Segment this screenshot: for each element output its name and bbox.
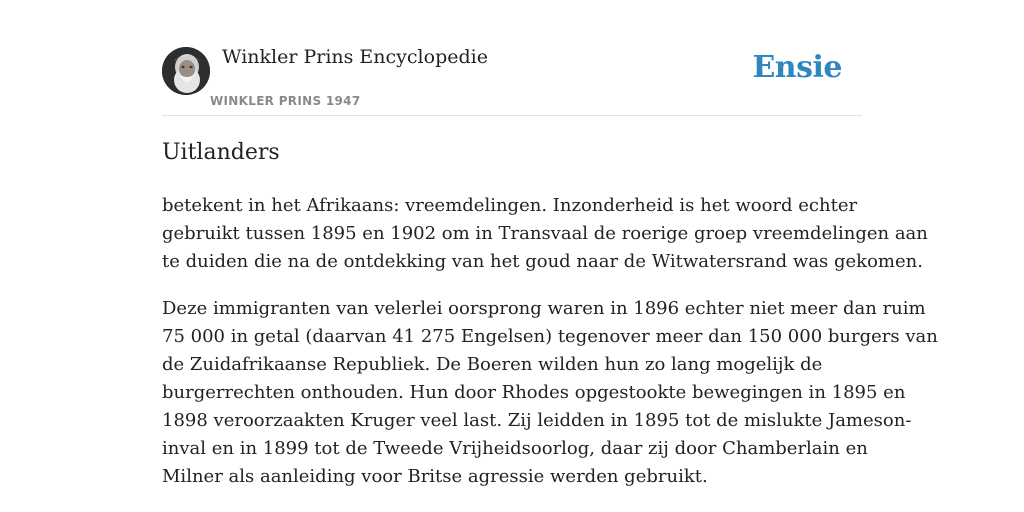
page [162,0,938,512]
paragraph-1 [162,192,928,276]
bearded-portrait-icon [162,47,210,95]
avatar[interactable] [162,47,210,95]
source-title[interactable]: Winkler Prins Encyclopedie [222,46,488,68]
article-title: Uitlanders [162,140,280,165]
article-body [162,192,938,510]
text-line: de Zuidafrikaanse Republiek. De Boeren wilden hun zo lang mogelijk de [162,354,823,375]
text-line: Milner als aanleiding voor Britse agressie werden gebruikt. [162,466,708,487]
text-line: burgerrechten onthouden. Hun door Rhodes opgestookte bewegingen in 1895 en [162,382,906,403]
text-line: te duiden die na de ontdekking van het goud naar de Witwatersrand was gekomen. [162,251,923,272]
brand-logo[interactable]: Ensie [752,50,842,85]
text-line: inval en in 1899 tot de Tweede Vrijheidsoorlog, daar zij door Chamberlain en [162,438,868,459]
header [162,0,862,116]
text-line: 1898 veroorzaakten Kruger veel last. Zij leidden in 1895 tot de mislukte Jameson- [162,410,912,431]
text-line: 75 000 in getal (daarvan 41 275 Engelsen) tegenover meer dan 150 000 burgers van [162,326,938,347]
text-line: Deze immigranten van velerlei oorsprong waren in 1896 echter niet meer dan ruim [162,298,926,319]
text-line: betekent in het Afrikaans: vreemdelingen. Inzonderheid is het woord echter [162,195,858,216]
source-subtitle[interactable]: WINKLER PRINS 1947 [210,94,361,108]
text-line: gebruikt tussen 1895 en 1902 om in Transvaal de roerige groep vreemdelingen aan [162,223,928,244]
paragraph-2 [162,295,938,491]
